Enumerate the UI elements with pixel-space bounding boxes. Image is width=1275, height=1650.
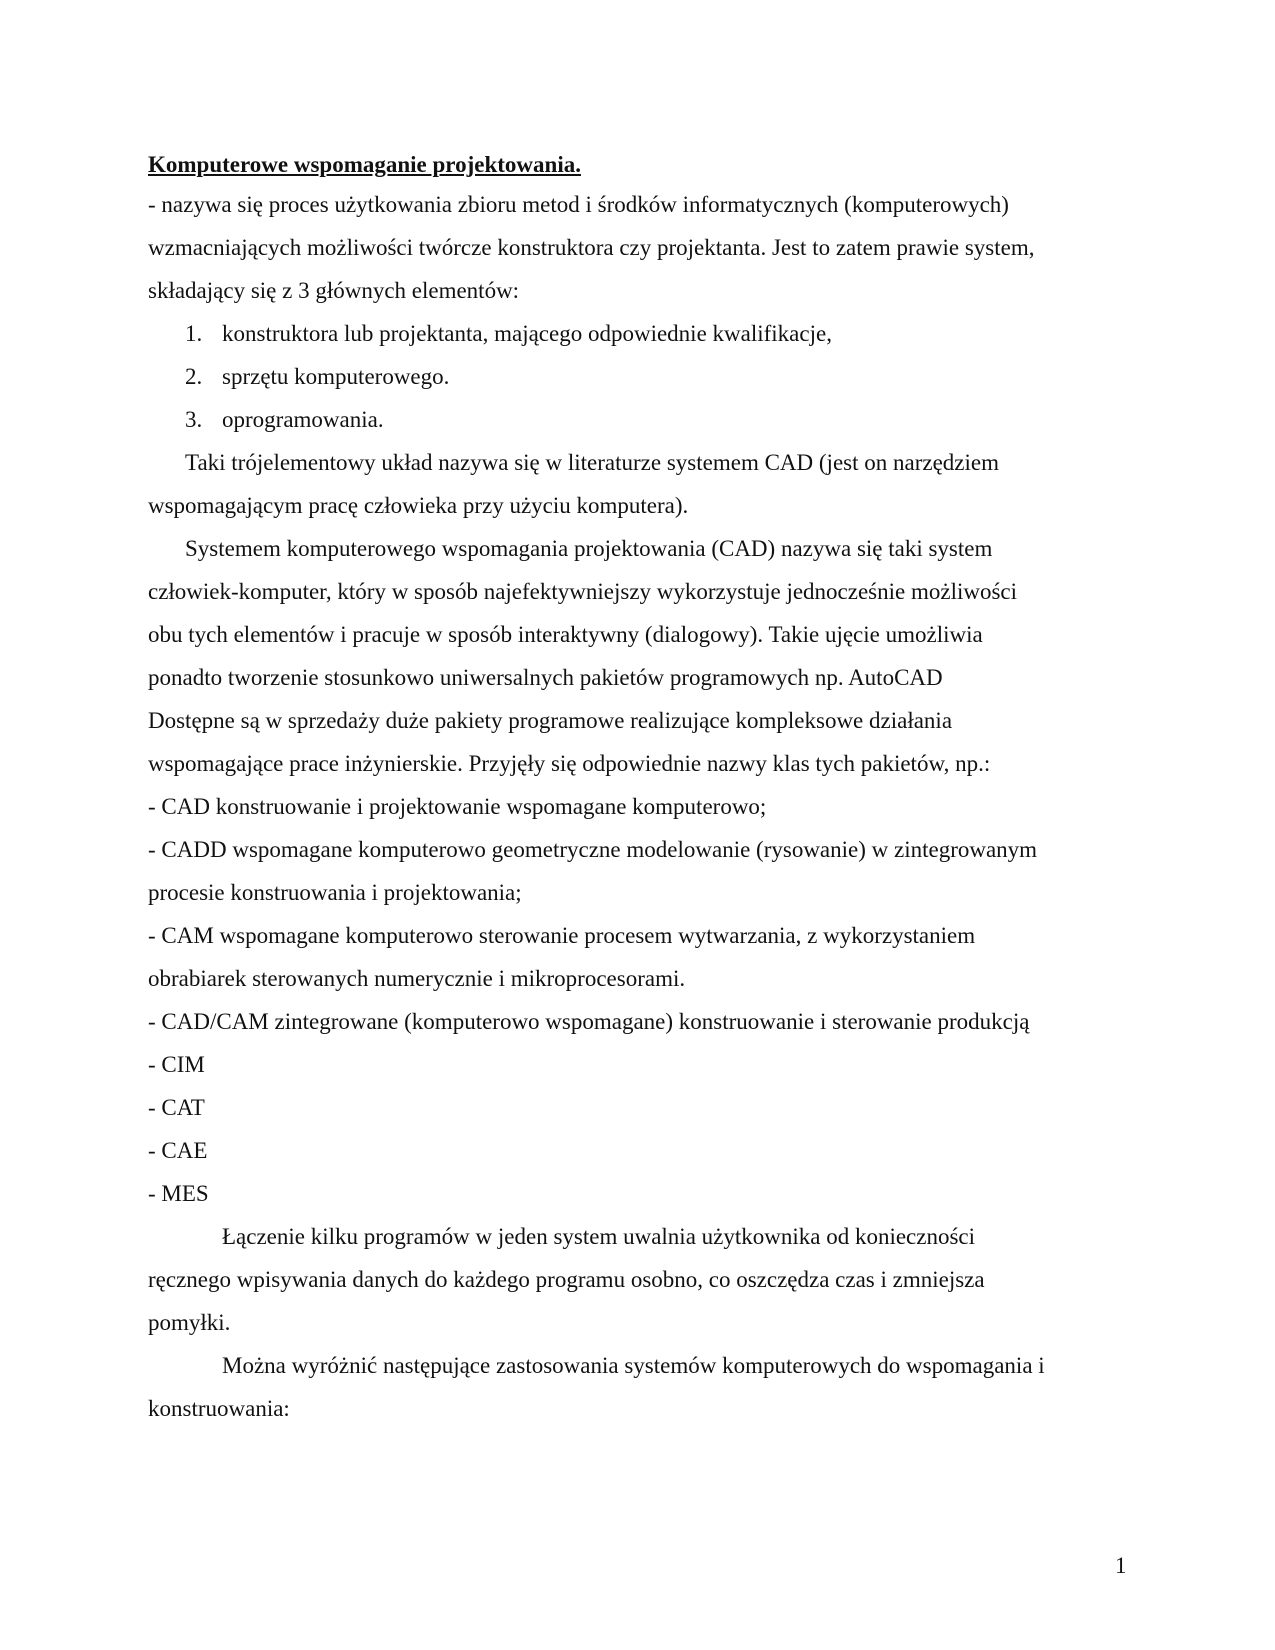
intro-paragraph	[148, 183, 1138, 312]
text-line: - CAD/CAM zintegrowane (komputerowo wspomagane) konstruowanie i sterowanie produkcją	[148, 1009, 1030, 1034]
text-line: Dostępne są w sprzedaży duże pakiety programowe realizujące kompleksowe działania	[148, 708, 953, 733]
list-number: 1.	[185, 321, 203, 346]
text-line: ręcznego wpisywania danych do każdego programu osobno, co oszczędza czas i zmniejsza	[148, 1267, 985, 1292]
list-text: konstruktora lub projektanta, mającego odpowiednie kwalifikacje,	[222, 321, 832, 346]
list-item	[148, 398, 1138, 441]
text-line: wspomagającym pracę człowieka przy użyciu komputera).	[148, 493, 689, 518]
text-line: procesie konstruowania i projektowania;	[148, 880, 522, 905]
text-line: - CIM	[148, 1052, 205, 1077]
text-line: pomyłki.	[148, 1310, 231, 1335]
cad-paragraph	[148, 441, 1138, 527]
elements-list	[148, 312, 1138, 441]
list-text: oprogramowania.	[222, 407, 384, 432]
text-line: Można wyróżnić następujące zastosowania systemów komputerowych do wspomagania i	[222, 1353, 1045, 1378]
text-line: - CAE	[148, 1138, 208, 1163]
text-line: Łączenie kilku programów w jeden system uwalnia użytkownika od konieczności	[222, 1224, 976, 1249]
text-line: - CAD konstruowanie i projektowanie wspomagane komputerowo;	[148, 794, 767, 819]
list-number: 3.	[185, 407, 203, 432]
text-line: konstruowania:	[148, 1396, 290, 1421]
text-line: obrabiarek sterowanych numerycznie i mikroprocesorami.	[148, 966, 686, 991]
text-line: składający się z 3 głównych elementów:	[148, 278, 520, 303]
text-line: - CAT	[148, 1095, 205, 1120]
list-text: sprzętu komputerowego.	[222, 364, 450, 389]
system-paragraph	[148, 527, 1138, 785]
text-line: Systemem komputerowego wspomagania projektowania (CAD) nazywa się taki system	[185, 536, 993, 561]
integration-paragraph	[148, 1215, 1138, 1344]
text-line: wzmacniających możliwości twórcze konstruktora czy projektanta. Jest to zatem prawie system,	[148, 235, 1035, 260]
list-item	[148, 312, 1138, 355]
text-line: Taki trójelementowy układ nazywa się w literaturze systemem CAD (jest on narzędziem	[185, 450, 999, 475]
classes-list	[148, 785, 1138, 1215]
text-line: obu tych elementów i pracuje w sposób interaktywny (dialogowy). Takie ujęcie umożliwia	[148, 622, 983, 647]
page-number: 1	[1115, 1553, 1127, 1578]
list-number: 2.	[185, 364, 203, 389]
text-line: ponadto tworzenie stosunkowo uniwersalnych pakietów programowych np. AutoCAD	[148, 665, 943, 690]
applications-paragraph	[148, 1344, 1138, 1430]
list-item	[148, 355, 1138, 398]
text-line: wspomagające prace inżynierskie. Przyjęły się odpowiednie nazwy klas tych pakietów, np.:	[148, 751, 991, 776]
text-line: - nazywa się proces użytkowania zbioru metod i środków informatycznych (komputerowych)	[148, 192, 1009, 217]
document-body	[148, 147, 1138, 1430]
text-line: - CADD wspomagane komputerowo geometryczne modelowanie (rysowanie) w zintegrowanym	[148, 837, 1038, 862]
text-line: człowiek-komputer, który w sposób najefektywniejszy wykorzystuje jednocześnie możliwości	[148, 579, 1018, 604]
text-line: - MES	[148, 1181, 209, 1206]
document-title: Komputerowe wspomaganie projektowania.	[148, 152, 581, 177]
text-line: - CAM wspomagane komputerowo sterowanie procesem wytwarzania, z wykorzystaniem	[148, 923, 976, 948]
